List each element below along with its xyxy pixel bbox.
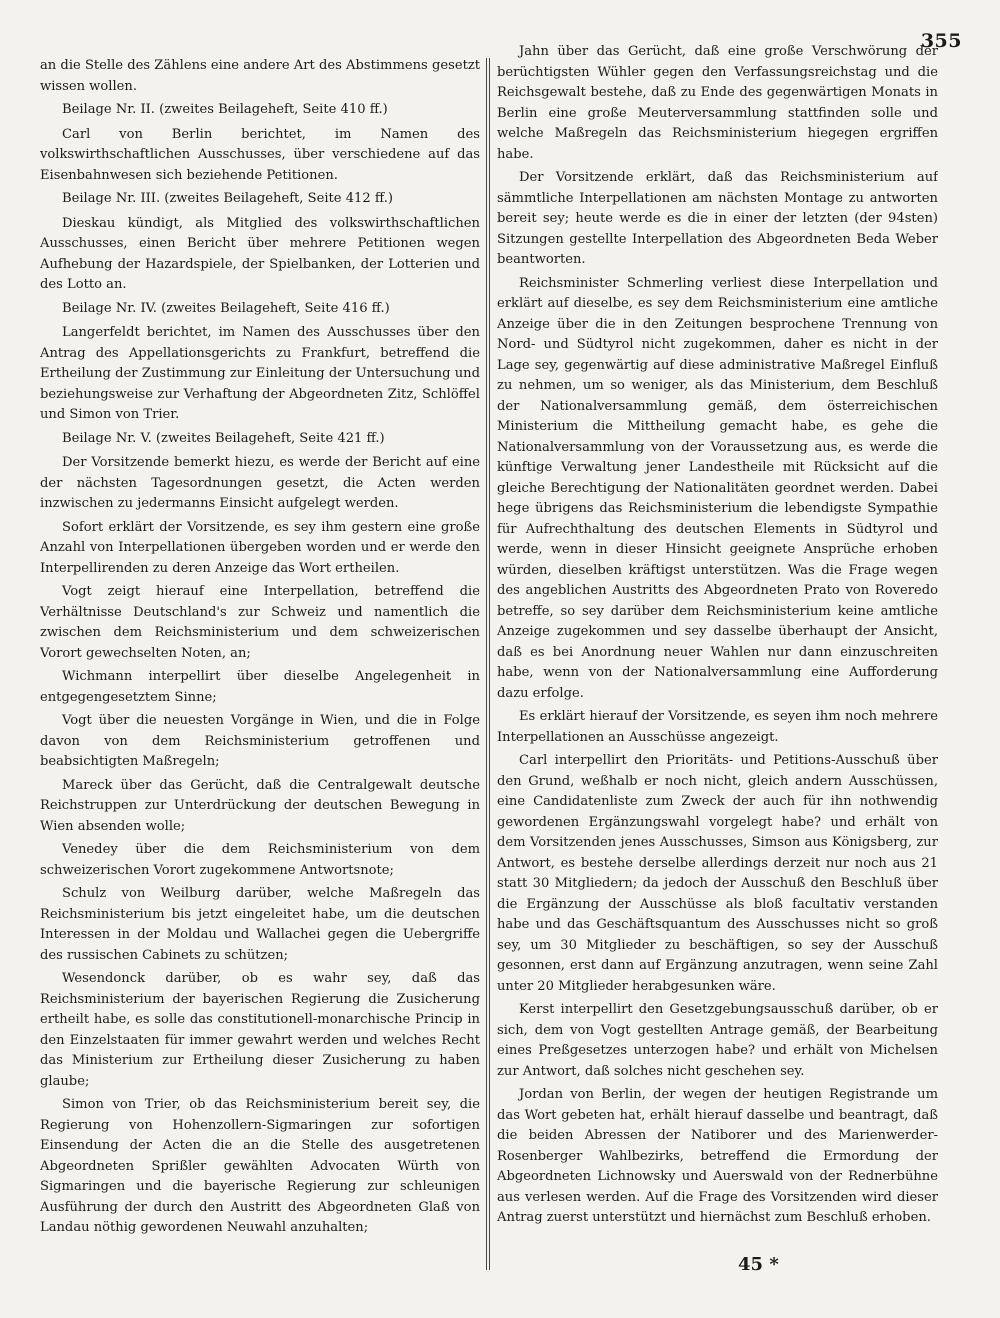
left-column	[40, 56, 480, 1266]
paragraph: Sofort erklärt der Vorsitzende, es sey ihm gestern eine große Anzahl von Interpellationen übergeben worden und er werde den Interpellirenden zu deren Anzeige das Wort ertheilen.	[40, 519, 480, 576]
column-divider	[486, 58, 490, 1270]
paragraph: Es erklärt hierauf der Vorsitzende, es seyen ihm noch mehrere Interpellationen an Ausschüsse angezeigt.	[497, 709, 938, 745]
beilage-reference: Beilage Nr. III. (zweites Beilageheft, Seite 412 ff.)	[62, 191, 393, 206]
paragraph: Der Vorsitzende bemerkt hiezu, es werde der Bericht auf eine der nächsten Tagesordnungen gesetzt, die Acten werden inzwischen zu jedermanns Einsicht aufgelegt werden.	[40, 455, 480, 511]
paragraph: Jordan von Berlin, der wegen der heutigen Registrande um das Wort gebeten hat, erhält hierauf dasselbe und beantragt, daß die beiden Abressen der Natiborer und des Marienwerder-Rosenberger Wahlbezirks, betreffend die Ermordung der Abgeordneten Lichnowsky und Auerswald von der Rednerbühne aus verlesen werden. Auf die Frage des Vorsitzenden wird dieser Antrag zuerst unterstützt und hiernächst zum Beschluß erhoben.	[497, 1087, 938, 1225]
paragraph: Jahn über das Gerücht, daß eine große Verschwörung der berüchtigsten Wühler gegen den Verfassungsreichstag und die Reichsgewalt bestehe, daß zu Ende des gegenwärtigen Monats in Berlin eine große Meuterversammlung stattfinden solle und welche Maßregeln das Reichsministerium hiegegen ergriffen habe.	[497, 44, 938, 162]
paragraph: Kerst interpellirt den Gesetzgebungsausschuß darüber, ob er sich, dem von Vogt gestellten Antrage gemäß, der Bearbeitung eines Preßgesetzes unterzogen habe? und erhält von Michelsen zur Antwort, daß solches nicht geschehen sey.	[497, 1002, 938, 1079]
paragraph: Simon von Trier, ob das Reichsministerium bereit sey, die Regierung von Hohenzollern-Sigmaringen zur sofortigen Einsendung der Acten die an die Stelle des ausgetretenen Abgeordneten Sprißler gewählten Advocaten Würth von Sigmaringen und die bayerische Regierung zur schleunigen Ausführung der durch den Austritt des Abgeordneten Glaß von Landau nöthig gewordenen Neuwahl anzuhalten;	[40, 1097, 480, 1235]
paragraph: Mareck über das Gerücht, daß die Centralgewalt deutsche Reichstruppen zur Unterdrückung der deutschen Bewegung in Wien absenden wolle;	[40, 777, 480, 834]
right-column	[497, 42, 938, 1252]
beilage-reference: Beilage Nr. II. (zweites Beilageheft, Seite 410 ff.)	[62, 102, 388, 117]
beilage-reference: Beilage Nr. IV. (zweites Beilageheft, Seite 416 ff.)	[62, 300, 390, 316]
paragraph: Wichmann interpellirt über dieselbe Angelegenheit in entgegengesetztem Sinne;	[40, 669, 480, 705]
paragraph: Wesendonck darüber, ob es wahr sey, daß das Reichsministerium der bayerischen Regierung die Zusicherung ertheilt habe, es solle das constitutionell-monarchische Princip in den Einzelstaaten für immer gewahrt werden und welches Recht das Ministerium zur Ertheilung dieser Zusicherung zu haben glaube;	[40, 971, 480, 1089]
paragraph: Vogt über die neuesten Vorgänge in Wien, und die in Folge davon von dem Reichsministerium getroffenen und beabsichtigten Maßregeln;	[40, 713, 480, 769]
paragraph: Carl von Berlin berichtet, im Namen des volkswirthschaftlichen Ausschusses, über verschiedene auf das Eisenbahnwesen sich beziehende Petitionen.	[40, 126, 480, 183]
page-number: 355	[920, 30, 962, 52]
paragraph: Der Vorsitzende erklärt, daß das Reichsministerium auf sämmtliche Interpellationen am nächsten Montage zu antworten bereit sey; heute werde es die in einer der letzten (der 94sten) Sitzungen gestellte Interpellation des Abgeordneten Beda Weber beantworten.	[497, 170, 938, 267]
paragraph: Schulz von Weilburg darüber, welche Maßregeln das Reichsministerium bis jetzt eingeleitet habe, um die deutschen Interessen in der Moldau und Wallachei gegen die Uebergriffe des russischen Cabinets zu schützen;	[40, 886, 480, 963]
paragraph: an die Stelle des Zählens eine andere Art des Abstimmens gesetzt wissen wollen.	[40, 58, 480, 94]
paragraph: Venedey über die dem Reichsministerium von dem schweizerischen Vorort zugekommene Antwortsnote;	[40, 842, 480, 878]
paragraph: Vogt zeigt hierauf eine Interpellation, betreffend die Verhältnisse Deutschland's zur Schweiz und namentlich die zwischen dem Reichsministerium und dem schweizerischen Vorort gewechselten Noten, an;	[40, 584, 480, 661]
paragraph: Reichsminister Schmerling verliest diese Interpellation und erklärt auf dieselbe, es sey dem Reichsministerium eine amtliche Anzeige über die in den Zeitungen besprochene Trennung von Nord- und Südtyrol nicht zugekommen, daher es nicht in der Lage sey, gegenwärtig auf diese administrative Maßregel Einfluß zu nehmen, um so weniger, als das Ministerium, dem Beschluß der Nationalversammlung gemäß, dem österreichischen Ministerium die Mittheilung gemacht habe, es gehe die Nationalversammlung von der Voraussetzung aus, es werde die künftige Verwaltung jener Landestheile mit Rücksicht auf die gleiche Berechtigung der Nationalitäten geordnet werden. Dabei hege übrigens das Reichsministerium die lebendigste Sympathie für Aufrechthaltung des deutschen Elements in Südtyrol und werde, wenn in dieser Hinsicht geeignete Ansprüche erhoben würden, dieselben kräftigst unterstützen. Was die Frage wegen des angeblichen Austritts des Abgeordneten Prato von Roveredo betreffe, so sey darüber dem Reichsministerium keine amtliche Anzeige zugekommen und sey dasselbe überhaupt der Ansicht, daß es bei Anordnung neuer Wahlen nur dann einzuschreiten habe, wenn von der Nationalversammlung eine Aufforderung dazu erfolge.	[497, 275, 938, 701]
paragraph: Langerfeldt berichtet, im Namen des Ausschusses über den Antrag des Appellationsgerichts zu Frankfurt, betreffend die Ertheilung der Zustimmung zur Einleitung der Untersuchung und beziehungsweise zur Verhaftung der Abgeordneten Zitz, Schlöffel und Simon von Trier.	[40, 325, 480, 422]
beilage-reference: Beilage Nr. V. (zweites Beilageheft, Seite 421 ff.)	[62, 430, 385, 446]
paragraph: Carl interpellirt den Prioritäts- und Petitions-Ausschuß über den Grund, weßhalb er noch nicht, gleich andern Ausschüssen, eine Candidatenliste zum Zweck der auch für ihn nothwendig gewordenen Ergänzungswahl vorgelegt habe? und erhält von dem Vorsitzenden jenes Ausschusses, Simson aus Königsberg, zur Antwort, es bestehe derselbe allerdings derzeit nur noch aus 21 statt 30 Mitgliedern; da jedoch der Ausschuß den Beschluß über die Ergänzung der Ausschüsse als bloß facultativ verstanden habe und das Geschäftsquantum des Ausschusses nicht so groß sey, um 30 Mitglieder zu beschäftigen, so sey der Ausschuß gesonnen, erst dann auf Ergänzung anzutragen, wenn seine Zahl unter 20 Mitglieder herabgesunken wäre.	[497, 753, 938, 994]
sheet-signature: 45 *	[738, 1254, 779, 1275]
paragraph: Dieskau kündigt, als Mitglied des volkswirthschaftlichen Ausschusses, einen Bericht über mehrere Petitionen wegen Aufhebung der Hazardspiele, der Spielbanken, der Lotterien und des Lotto an.	[40, 215, 480, 292]
